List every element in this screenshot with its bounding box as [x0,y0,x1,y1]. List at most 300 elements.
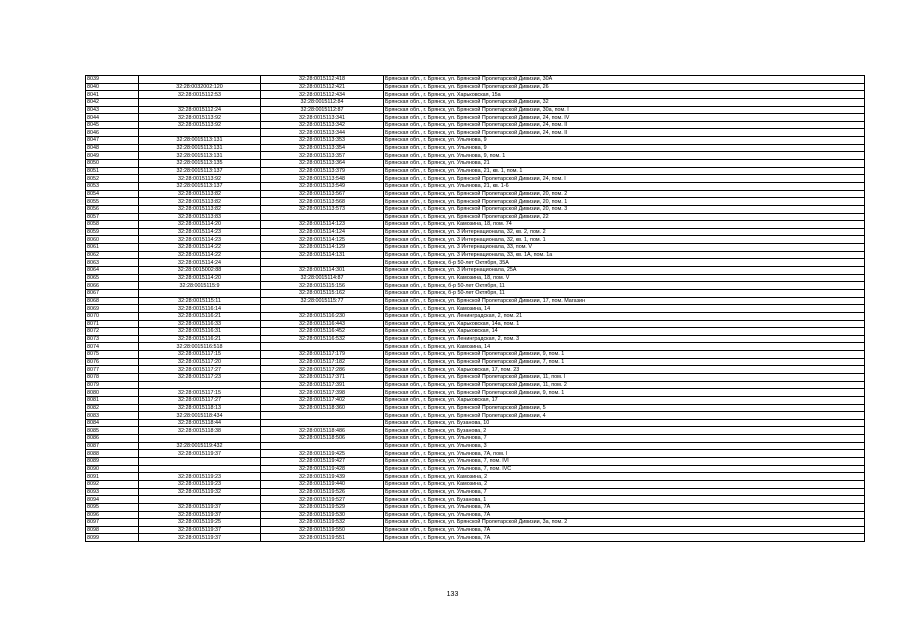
land-cadastral-cell: 32:28:0015116:21 [139,335,261,343]
row-number-cell: 8050 [86,160,139,168]
table-row [86,144,865,152]
row-number-cell: 8060 [86,236,139,244]
land-cadastral-cell: 32:28:0015117:15 [139,351,261,359]
row-number-cell: 8043 [86,106,139,114]
row-number-cell: 8056 [86,205,139,213]
object-cadastral-cell: 32:28:0015119:428 [261,465,384,473]
land-cadastral-cell: 32:28:0015119:32 [139,488,261,496]
row-number-cell: 8082 [86,404,139,412]
table-row [86,396,865,404]
table-row [86,458,865,466]
object-cadastral-cell: 32:28:0015114:125 [261,236,384,244]
object-cadastral-cell: 32:28:0015113:353 [261,137,384,145]
land-cadastral-cell: 32:28:0015113:137 [139,167,261,175]
object-cadastral-cell: 32:28:0015115:156 [261,282,384,290]
address-cell: Брянская обл., г. Брянск, ул. Камозина, 2 [384,473,865,481]
address-cell: Брянская обл., г. Брянск, ул. Камозина, 14 [384,305,865,313]
table-row [86,427,865,435]
address-cell: Брянская обл., г. Брянск, ул. Брянской Пролетарской Дивизии, 24, пом. I [384,175,865,183]
object-cadastral-cell: 32:28:0015119:550 [261,526,384,534]
table-row [86,114,865,122]
object-cadastral-cell: 32:28:0015113:568 [261,198,384,206]
row-number-cell: 8078 [86,373,139,381]
address-cell: Брянская обл., г. Брянск, ул. Брянской Пролетарской Дивизии, 4 [384,412,865,420]
row-number-cell: 8066 [86,282,139,290]
land-cadastral-cell: 32:28:0015113:82 [139,190,261,198]
object-cadastral-cell [261,419,384,427]
land-cadastral-cell: 32:28:0032002:120 [139,83,261,91]
land-cadastral-cell: 32:28:0015119:37 [139,503,261,511]
object-cadastral-cell: 32:28:0015117:391 [261,381,384,389]
land-cadastral-cell: 32:28:0015118:44 [139,419,261,427]
address-cell: Брянская обл., г. Брянск, ул. Ульянова, 7 [384,488,865,496]
address-cell: Брянская обл., г. Брянск, б-р 50-лет Октября, 11 [384,289,865,297]
row-number-cell: 8058 [86,221,139,229]
row-number-cell: 8072 [86,328,139,336]
table-row [86,488,865,496]
table-row [86,351,865,359]
object-cadastral-cell [261,343,384,351]
address-cell: Брянская обл., г. Брянск, ул. Ульянова, 7 [384,435,865,443]
object-cadastral-cell: 32:28:0015113:379 [261,167,384,175]
row-number-cell: 8089 [86,458,139,466]
object-cadastral-cell: 32:28:0015119:530 [261,511,384,519]
land-cadastral-cell [139,458,261,466]
table-row [86,366,865,374]
table-row [86,198,865,206]
table-row [86,251,865,259]
land-cadastral-cell: 32:28:0015113:82 [139,205,261,213]
address-cell: Брянская обл., г. Брянск, ул. 3 Интернационала, 33, кв. 1А, пом. 1а [384,251,865,259]
table-row [86,358,865,366]
row-number-cell: 8063 [86,259,139,267]
object-cadastral-cell: 32:28:0015117:182 [261,358,384,366]
address-cell: Брянская обл., г. Брянск, ул. Камозина, 2 [384,480,865,488]
table-row [86,152,865,160]
land-cadastral-cell: 32:28:0015115:9 [139,282,261,290]
address-cell: Брянская обл., г. Брянск, ул. Харьковская, 14а, пом. 1 [384,320,865,328]
table-row [86,236,865,244]
address-cell: Брянская обл., г. Брянск, ул. Брянской Пролетарской Дивизии, 9, пом. 1 [384,389,865,397]
address-cell: Брянская обл., г. Брянск, ул. Ульянова, 21 [384,160,865,168]
row-number-cell: 8097 [86,519,139,527]
row-number-cell: 8084 [86,419,139,427]
row-number-cell: 8064 [86,267,139,275]
land-cadastral-cell: 32:28:0015119:25 [139,519,261,527]
table-row [86,129,865,137]
address-cell: Брянская обл., г. Брянск, ул. Камозина, 14 [384,343,865,351]
table-row [86,435,865,443]
land-cadastral-cell: 32:28:0015113:82 [139,198,261,206]
address-cell: Брянская обл., г. Брянск, ул. 3 Интернационала, 32, кв. 1, пом. 1 [384,236,865,244]
address-cell: Брянская обл., г. Брянск, б-р 50-лет Октября, 11 [384,282,865,290]
row-number-cell: 8096 [86,511,139,519]
row-number-cell: 8069 [86,305,139,313]
address-cell: Брянская обл., г. Брянск, ул. Брянской Пролетарской Дивизии, 11, пом. I [384,373,865,381]
table-row [86,519,865,527]
land-cadastral-cell: 32:28:0015114:23 [139,228,261,236]
address-cell: Брянская обл., г. Брянск, ул. Ульянова, 9, пом. 1 [384,152,865,160]
table-row [86,205,865,213]
land-cadastral-cell: 32:28:0015118:13 [139,404,261,412]
table-row [86,182,865,190]
object-cadastral-cell: 32:28:0015117:179 [261,351,384,359]
object-cadastral-cell [261,213,384,221]
row-number-cell: 8041 [86,91,139,99]
land-cadastral-cell: 32:28:0015114:22 [139,244,261,252]
row-number-cell: 8077 [86,366,139,374]
address-cell: Брянская обл., г. Брянск, ул. Ульянова, 7А [384,511,865,519]
object-cadastral-cell: 32:28:0015119:529 [261,503,384,511]
row-number-cell: 8081 [86,396,139,404]
table-row [86,282,865,290]
land-cadastral-cell: 32:28:0015117:27 [139,396,261,404]
land-cadastral-cell: 32:28:0015119:432 [139,442,261,450]
land-cadastral-cell: 32:28:0015113:131 [139,152,261,160]
land-cadastral-cell: 32:28:0015117:27 [139,366,261,374]
table-row [86,213,865,221]
object-cadastral-cell: 32:28:0015119:532 [261,519,384,527]
object-cadastral-cell: 32:28:0015115:162 [261,289,384,297]
address-cell: Брянская обл., г. Брянск, ул. Ульянова, 3 [384,442,865,450]
object-cadastral-cell: 32:28:0015116:443 [261,320,384,328]
table-row [86,98,865,106]
object-cadastral-cell [261,442,384,450]
address-cell: Брянская обл., г. Брянск, ул. Бузанова, 1 [384,496,865,504]
address-cell: Брянская обл., г. Брянск, ул. Брянской Пролетарской Дивизии, 24, пом. II [384,129,865,137]
land-cadastral-cell [139,496,261,504]
land-cadastral-cell: 32:28:0015113:135 [139,160,261,168]
address-cell: Брянская обл., г. Брянск, ул. Ульянова, 7, пом. IVC [384,465,865,473]
address-cell: Брянская обл., г. Брянск, ул. Брянской Пролетарской Дивизии, 7, пом. 1 [384,358,865,366]
object-cadastral-cell: 32:28:0015118:486 [261,427,384,435]
object-cadastral-cell: 32:28:0015112:434 [261,91,384,99]
land-cadastral-cell: 32:28:0015112:24 [139,106,261,114]
object-cadastral-cell: 32:28:0015114:129 [261,244,384,252]
land-cadastral-cell: 32:28:0015113:92 [139,175,261,183]
table-row [86,496,865,504]
table-row [86,106,865,114]
row-number-cell: 8074 [86,343,139,351]
address-cell: Брянская обл., г. Брянск, ул. Камозина, 18, пом. 74 [384,221,865,229]
land-cadastral-cell: 32:28:0015119:37 [139,534,261,542]
address-cell: Брянская обл., г. Брянск, ул. Ульянова, 21, кв. 1, пом. 1 [384,167,865,175]
address-cell: Брянская обл., г. Брянск, ул. Бузанова, 2 [384,427,865,435]
address-cell: Брянская обл., г. Брянск, б-р 50-лет Октября, 35А [384,259,865,267]
row-number-cell: 8094 [86,496,139,504]
land-cadastral-cell: 32:28:0015113:131 [139,144,261,152]
address-cell: Брянская обл., г. Брянск, ул. Брянской Пролетарской Дивизии, 20, пом. 1 [384,198,865,206]
object-cadastral-cell: 32:28:0015116:452 [261,328,384,336]
object-cadastral-cell [261,305,384,313]
registry-table-body [86,76,865,542]
land-cadastral-cell: 32:28:0015117:20 [139,358,261,366]
land-cadastral-cell: 32:28:0015116:31 [139,328,261,336]
address-cell: Брянская обл., г. Брянск, ул. Харьковская, 17 [384,396,865,404]
table-row [86,480,865,488]
land-cadastral-cell: 32:28:0015113:137 [139,182,261,190]
row-number-cell: 8046 [86,129,139,137]
object-cadastral-cell: 32:28:0015114:124 [261,228,384,236]
land-cadastral-cell [139,98,261,106]
row-number-cell: 8042 [86,98,139,106]
row-number-cell: 8061 [86,244,139,252]
land-cadastral-cell: 32:28:0015113:92 [139,121,261,129]
row-number-cell: 8098 [86,526,139,534]
row-number-cell: 8093 [86,488,139,496]
row-number-cell: 8090 [86,465,139,473]
table-row [86,76,865,84]
table-row [86,412,865,420]
address-cell: Брянская обл., г. Брянск, ул. Камозина, 18, пом. V [384,274,865,282]
address-cell: Брянская обл., г. Брянск, ул. Ульянова, 7А, пом. I [384,450,865,458]
row-number-cell: 8087 [86,442,139,450]
table-row [86,473,865,481]
row-number-cell: 8073 [86,335,139,343]
address-cell: Брянская обл., г. Брянск, ул. Брянской Пролетарской Дивизии, 20, пом. 3 [384,205,865,213]
object-cadastral-cell: 32:28:0015118:506 [261,435,384,443]
land-cadastral-cell [139,129,261,137]
table-row [86,511,865,519]
land-cadastral-cell: 32:28:0015116:33 [139,320,261,328]
row-number-cell: 8067 [86,289,139,297]
object-cadastral-cell: 32:28:0015113:341 [261,114,384,122]
row-number-cell: 8059 [86,228,139,236]
object-cadastral-cell: 32:28:0015113:354 [261,144,384,152]
page-number: 133 [446,591,459,598]
address-cell: Брянская обл., г. Брянск, ул. Брянской Пролетарской Дивизии, 32 [384,98,865,106]
address-cell: Брянская обл., г. Брянск, ул. 3 Интернационала, 25А [384,267,865,275]
address-cell: Брянская обл., г. Брянск, ул. Брянской Пролетарской Дивизии, 11, пом. 2 [384,381,865,389]
address-cell: Брянская обл., г. Брянск, ул. Бузанова, 10 [384,419,865,427]
land-cadastral-cell: 32:28:0015119:37 [139,526,261,534]
table-row [86,335,865,343]
address-cell: Брянская обл., г. Брянск, ул. Брянской Пролетарской Дивизии, 24, пом. IV [384,114,865,122]
row-number-cell: 8057 [86,213,139,221]
address-cell: Брянская обл., г. Брянск, ул. Ульянова, 9 [384,137,865,145]
land-cadastral-cell [139,76,261,84]
address-cell: Брянская обл., г. Брянск, ул. Ульянова, 7А [384,534,865,542]
land-cadastral-cell: 32:28:0015119:23 [139,473,261,481]
land-cadastral-cell: 32:28:0015113:131 [139,137,261,145]
land-cadastral-cell: 32:28:0015117:15 [139,389,261,397]
land-cadastral-cell [139,435,261,443]
object-cadastral-cell: 32:28:0015119:551 [261,534,384,542]
land-cadastral-cell: 32:28:0015113:92 [139,114,261,122]
address-cell: Брянская обл., г. Брянск, ул. Брянской Пролетарской Дивизии, 22 [384,213,865,221]
object-cadastral-cell: 32:28:0015113:548 [261,175,384,183]
address-cell: Брянская обл., г. Брянск, ул. Брянской Пролетарской Дивизии, 26 [384,83,865,91]
row-number-cell: 8049 [86,152,139,160]
object-cadastral-cell: 32:28:0015114:301 [261,267,384,275]
table-row [86,244,865,252]
row-number-cell: 8048 [86,144,139,152]
object-cadastral-cell: 32:28:0015112:418 [261,76,384,84]
object-cadastral-cell: 32:28:0015113:364 [261,160,384,168]
address-cell: Брянская обл., г. Брянск, ул. Харьковская, 17, пом. 23 [384,366,865,374]
registry-table [85,75,865,542]
table-row [86,167,865,175]
row-number-cell: 8054 [86,190,139,198]
object-cadastral-cell: 32:28:0015117:371 [261,373,384,381]
address-cell: Брянская обл., г. Брянск, ул. Брянской Пролетарской Дивизии, 3а, пом. 2 [384,519,865,527]
table-row [86,175,865,183]
address-cell: Брянская обл., г. Брянск, ул. Ульянова, 7А [384,526,865,534]
row-number-cell: 8088 [86,450,139,458]
land-cadastral-cell: 32:28:0015118:38 [139,427,261,435]
address-cell: Брянская обл., г. Брянск, ул. 3 Интернационала, 33, пом. V [384,244,865,252]
address-cell: Брянская обл., г. Брянск, ул. 3 Интернационала, 32, кв. 2, пом. 2 [384,228,865,236]
row-number-cell: 8052 [86,175,139,183]
row-number-cell: 8040 [86,83,139,91]
row-number-cell: 8075 [86,351,139,359]
address-cell: Брянская обл., г. Брянск, ул. Ленинградская, 2, пом. 3 [384,335,865,343]
table-row [86,297,865,305]
table-row [86,526,865,534]
table-row [86,228,865,236]
address-cell: Брянская обл., г. Брянск, ул. Ульянова, 7А [384,503,865,511]
object-cadastral-cell: 32:28:0015119:527 [261,496,384,504]
address-cell: Брянская обл., г. Брянск, ул. Ленинградская, 2, пом. 21 [384,312,865,320]
table-row [86,83,865,91]
object-cadastral-cell: 32:28:0015113:342 [261,121,384,129]
row-number-cell: 8092 [86,480,139,488]
address-cell: Брянская обл., г. Брянск, ул. Брянской Пролетарской Дивизии, 30а, пом. I [384,106,865,114]
object-cadastral-cell: 32:28:0015112:84 [261,98,384,106]
row-number-cell: 8091 [86,473,139,481]
row-number-cell: 8083 [86,412,139,420]
table-row [86,160,865,168]
table-row [86,389,865,397]
object-cadastral-cell: 32:28:0015116:532 [261,335,384,343]
address-cell: Брянская обл., г. Брянск, ул. Харьковская, 15а [384,91,865,99]
object-cadastral-cell: 32:28:0015119:439 [261,473,384,481]
table-row [86,320,865,328]
land-cadastral-cell: 32:28:0015118:434 [139,412,261,420]
table-row [86,289,865,297]
table-row [86,312,865,320]
table-row [86,343,865,351]
table-row [86,503,865,511]
address-cell: Брянская обл., г. Брянск, ул. Брянской Пролетарской Дивизии, 9, пом. 1 [384,351,865,359]
row-number-cell: 8071 [86,320,139,328]
object-cadastral-cell: 32:28:0015113:357 [261,152,384,160]
land-cadastral-cell [139,465,261,473]
row-number-cell: 8086 [86,435,139,443]
address-cell: Брянская обл., г. Брянск, ул. Харьковская, 14 [384,328,865,336]
table-row [86,221,865,229]
row-number-cell: 8076 [86,358,139,366]
row-number-cell: 8053 [86,182,139,190]
object-cadastral-cell: 32:28:0015113:344 [261,129,384,137]
object-cadastral-cell: 32:28:0015112:421 [261,83,384,91]
land-cadastral-cell: 32:28:0015119:37 [139,450,261,458]
table-row [86,305,865,313]
land-cadastral-cell: 32:28:0015114:23 [139,236,261,244]
table-row [86,373,865,381]
object-cadastral-cell [261,259,384,267]
row-number-cell: 8070 [86,312,139,320]
land-cadastral-cell [139,381,261,389]
address-cell: Брянская обл., г. Брянск, ул. Ульянова, 21, кв. 1-6 [384,182,865,190]
row-number-cell: 8079 [86,381,139,389]
row-number-cell: 8065 [86,274,139,282]
object-cadastral-cell: 32:28:0015119:440 [261,480,384,488]
object-cadastral-cell: 32:28:0015114:87 [261,274,384,282]
table-row [86,328,865,336]
object-cadastral-cell: 32:28:0015112:87 [261,106,384,114]
table-row [86,450,865,458]
object-cadastral-cell: 32:28:0015117:286 [261,366,384,374]
object-cadastral-cell: 32:28:0015113:549 [261,182,384,190]
row-number-cell: 8062 [86,251,139,259]
row-number-cell: 8085 [86,427,139,435]
row-number-cell: 8044 [86,114,139,122]
land-cadastral-cell: 32:28:0015119:23 [139,480,261,488]
land-cadastral-cell: 32:28:0015114:20 [139,221,261,229]
row-number-cell: 8080 [86,389,139,397]
object-cadastral-cell: 32:28:0015119:427 [261,458,384,466]
land-cadastral-cell [139,289,261,297]
land-cadastral-cell: 32:28:0015112:53 [139,91,261,99]
object-cadastral-cell: 32:28:0015119:526 [261,488,384,496]
row-number-cell: 8039 [86,76,139,84]
table-row [86,534,865,542]
land-cadastral-cell: 32:28:0015119:37 [139,511,261,519]
object-cadastral-cell: 32:28:0015114:123 [261,221,384,229]
row-number-cell: 8068 [86,297,139,305]
land-cadastral-cell: 32:28:0015114:22 [139,251,261,259]
row-number-cell: 8099 [86,534,139,542]
object-cadastral-cell: 32:28:0015118:360 [261,404,384,412]
row-number-cell: 8047 [86,137,139,145]
land-cadastral-cell: 32:28:0015116:21 [139,312,261,320]
object-cadastral-cell: 32:28:0015119:425 [261,450,384,458]
object-cadastral-cell: 32:28:0015113:567 [261,190,384,198]
land-cadastral-cell: 32:28:0015117:23 [139,373,261,381]
object-cadastral-cell: 32:28:0015117:398 [261,389,384,397]
object-cadastral-cell: 32:28:0015117:402 [261,396,384,404]
table-row [86,381,865,389]
row-number-cell: 8045 [86,121,139,129]
table-row [86,419,865,427]
address-cell: Брянская обл., г. Брянск, ул. Брянской Пролетарской Дивизии, 24, пом. II [384,121,865,129]
table-row [86,91,865,99]
land-cadastral-cell: 32:28:0015116:518 [139,343,261,351]
row-number-cell: 8051 [86,167,139,175]
address-cell: Брянская обл., г. Брянск, ул. Брянской Пролетарской Дивизии, 30А [384,76,865,84]
table-row [86,137,865,145]
address-cell: Брянская обл., г. Брянск, ул. Ульянова, 7, пом. IVI [384,458,865,466]
table-row [86,465,865,473]
row-number-cell: 8095 [86,503,139,511]
land-cadastral-cell: 32:28:0015114:24 [139,259,261,267]
table-row [86,121,865,129]
table-row [86,190,865,198]
object-cadastral-cell: 32:28:0015113:573 [261,205,384,213]
row-number-cell: 8055 [86,198,139,206]
object-cadastral-cell: 32:28:0015115:77 [261,297,384,305]
address-cell: Брянская обл., г. Брянск, ул. Брянской Пролетарской Дивизии, 20, пом. 2 [384,190,865,198]
address-cell: Брянская обл., г. Брянск, ул. Брянской Пролетарской Дивизии, 17, пом. Магазин [384,297,865,305]
land-cadastral-cell: 32:28:0015114:20 [139,274,261,282]
table-row [86,404,865,412]
object-cadastral-cell: 32:28:0015116:230 [261,312,384,320]
table-row [86,267,865,275]
land-cadastral-cell: 32:28:0015115:11 [139,297,261,305]
object-cadastral-cell: 32:28:0015114:131 [261,251,384,259]
land-cadastral-cell: 32:28:0015002:88 [139,267,261,275]
